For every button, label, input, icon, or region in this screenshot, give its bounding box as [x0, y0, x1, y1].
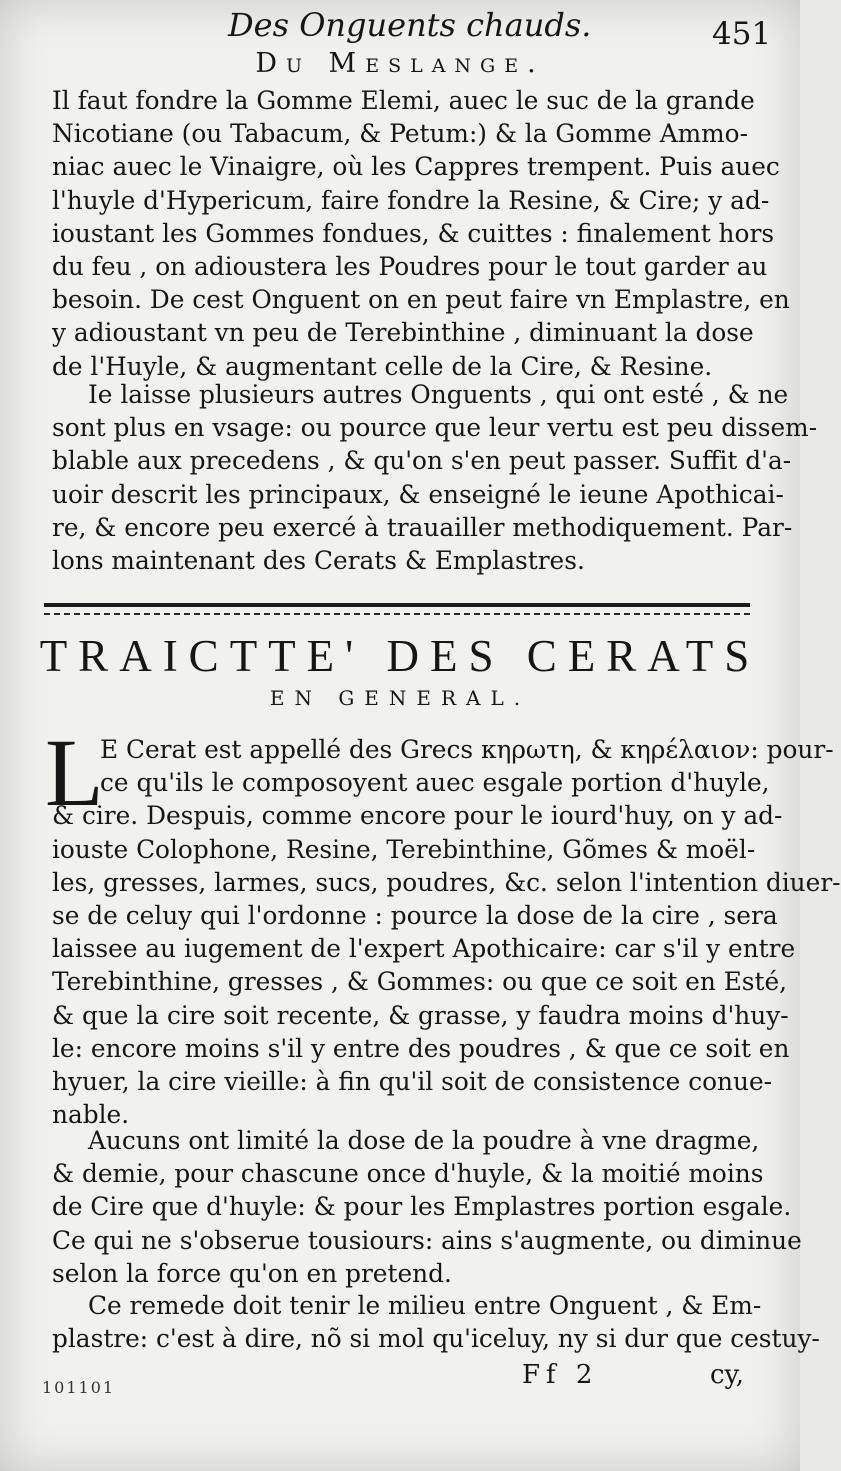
text-line: niac auec le Vinaigre, où les Cappres trempent. Puis auec — [52, 152, 780, 182]
paragraph-3 — [52, 733, 841, 1131]
margin-mark: 101101 — [42, 1378, 116, 1397]
text-line: nable. — [52, 1100, 130, 1130]
section-heading: Du Meslange. — [255, 48, 545, 79]
running-head-title: Des Onguents chauds. — [228, 6, 592, 44]
text-line: Nicotiane (ou Tabacum, & Petum:) & la Gomme Ammo- — [52, 119, 748, 149]
text-line: ce qu'ils le composoyent auec esgale portion d'huyle, — [100, 768, 770, 798]
text-line: y adioustant vn peu de Terebinthine , diminuant la dose — [52, 318, 754, 348]
drop-cap: L — [45, 719, 104, 826]
text-line: & que la cire soit recente, & grasse, y faudra moins d'huy- — [52, 1000, 789, 1030]
text-line: Ce remede doit tenir le milieu entre Onguent , & Em- — [88, 1291, 762, 1320]
text-line: Terebinthine, gresses , & Gommes: ou que ce soit en Esté, — [52, 967, 788, 997]
treatise-subtitle: EN GENERAL. — [269, 686, 531, 710]
text-line: selon la force qu'on en pretend. — [52, 1258, 452, 1288]
signature-mark: Ff 2 — [522, 1360, 599, 1390]
text-line: E Cerat est appellé des Grecs κηρωτη, & κηρέλαιον: pour- — [100, 735, 834, 764]
text-line: re, & encore peu exercé à trauailler methodiquement. Par- — [52, 512, 793, 542]
text-line: sont plus en vsage: ou pource que leur vertu est peu dissem- — [52, 413, 818, 443]
text-line: Ce qui ne s'obserue tousiours: ains s'augmente, ou diminue — [52, 1225, 802, 1255]
text-line: les, gresses, larmes, sucs, poudres, &c. selon l'intention diuer- — [52, 867, 841, 897]
catchword: cy, — [710, 1360, 745, 1390]
treatise-title: TRAICTTE' DES CERATS — [39, 631, 761, 681]
text-line: & demie, pour chascune once d'huyle, & la moitié moins — [52, 1159, 764, 1189]
text-line: le: encore moins s'il y entre des poudres , & que ce soit en — [52, 1033, 790, 1063]
paragraph-5 — [52, 1289, 820, 1355]
text-line: du feu , on adioustera les Poudres pour le tout garder au — [52, 252, 768, 282]
page-number: 451 — [712, 16, 772, 52]
text-line: laissee au iugement de l'expert Apothicaire: car s'il y entre — [52, 934, 796, 964]
text-line: de l'Huyle, & augmentant celle de la Cire, & Resine. — [52, 351, 713, 381]
text-line: se de celuy qui l'ordonne : pource la dose de la cire , sera — [52, 901, 778, 931]
text-line: besoin. De cest Onguent on en peut faire vn Emplastre, en — [52, 285, 790, 315]
text-line: plastre: c'est à dire, nõ si mol qu'iceluy, ny si dur que cestuy- — [52, 1324, 820, 1354]
text-line: iouste Colophone, Resine, Terebinthine, Gõmes & moël- — [52, 834, 756, 864]
section-divider-rule — [44, 603, 750, 615]
text-line: Aucuns ont limité la dose de la poudre à vne dragme, — [88, 1126, 760, 1155]
paragraph-1 — [52, 84, 790, 383]
paragraph-2 — [52, 378, 818, 577]
paragraph-4 — [52, 1124, 802, 1290]
text-line: l'huyle d'Hypericum, faire fondre la Resine, & Cire; y ad- — [52, 185, 770, 215]
text-line: ioustant les Gommes fondues, & cuittes : finalement hors — [52, 218, 775, 248]
text-line: & cire. Despuis, comme encore pour le iourd'huy, on y ad- — [52, 801, 783, 831]
text-line: Ie laisse plusieurs autres Onguents , qui ont esté , & ne — [88, 380, 789, 409]
text-line: hyuer, la cire vieille: à fin qu'il soit de consistence conue- — [52, 1067, 773, 1097]
text-line: Il faut fondre la Gomme Elemi, auec le suc de la grande — [52, 86, 755, 115]
text-line: lons maintenant des Cerats & Emplastres. — [52, 546, 585, 576]
running-head — [0, 6, 800, 52]
text-line: blable aux precedens , & qu'on s'en peut passer. Suffit d'a- — [52, 446, 792, 476]
text-line: de Cire que d'huyle: & pour les Emplastres portion esgale. — [52, 1192, 792, 1222]
text-line: uoir descrit les principaux, & enseigné le ieune Apothicai- — [52, 479, 784, 509]
